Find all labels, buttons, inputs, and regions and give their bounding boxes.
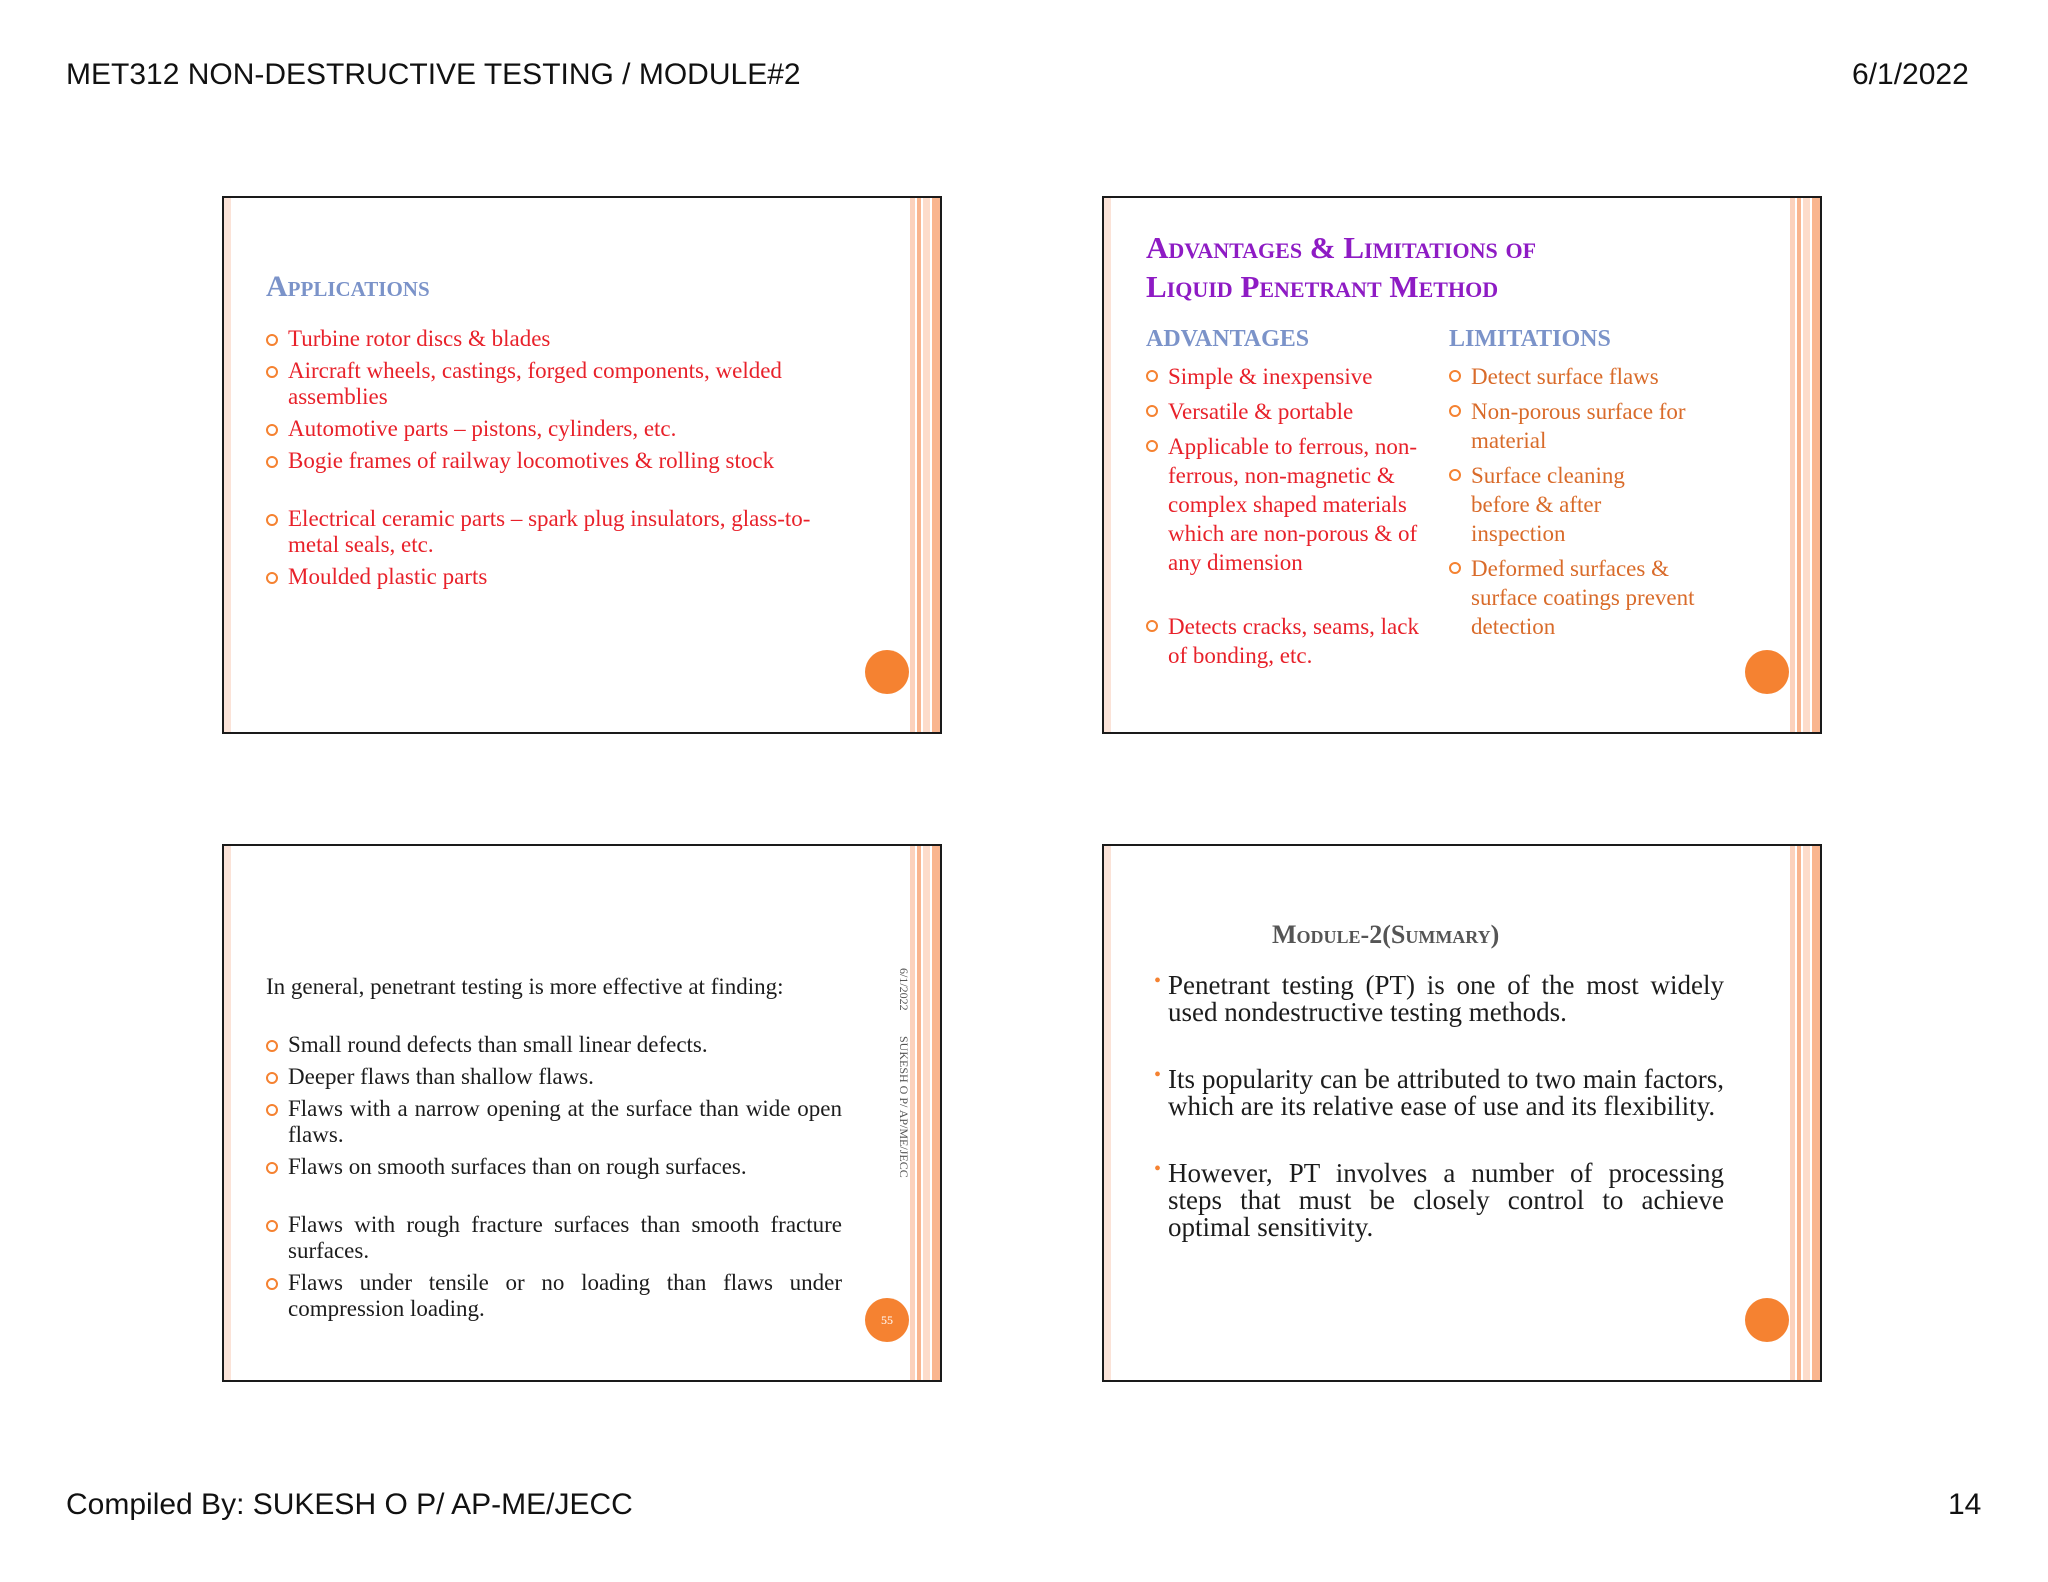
bullet-ring-icon [266,1162,278,1174]
slide-left-stripe [1104,846,1111,1380]
slide-left-stripe [1104,198,1111,732]
bullet-ring-icon [1449,370,1461,382]
list-item: Flaws with a narrow opening at the surface than wide open flaws. [288,1096,842,1148]
advantage-item: Simple & inexpensive [1168,362,1428,391]
bullet-ring-icon [1146,405,1158,417]
summary-item: • Penetrant testing (PT) is one of the most widely used nondestructive testing methods. [1154,970,1724,1027]
limitation-item: Non-porous surface for material [1471,397,1701,455]
bullet-ring-icon [1449,469,1461,481]
bullet-dot-icon: • [1154,1064,1162,1086]
bullet-ring-icon [266,1278,278,1290]
bullet-ring-icon [266,1104,278,1116]
bullet-dot-icon: • [1154,970,1162,992]
summary-item: • However, PT involves a number of processing steps that must be closely control to achieve optimal sensitivity. [1154,1158,1724,1242]
document-title: MET312 NON-DESTRUCTIVE TESTING / MODULE#2 [66,58,801,91]
list-item: Automotive parts – pistons, cylinders, etc. [288,416,848,442]
limitations-heading: LIMITATIONS [1449,326,1611,352]
slide-number-circle [1745,650,1789,694]
list-item: Turbine rotor discs & blades [288,326,848,352]
slide-right-stripes [910,846,940,1380]
bullet-ring-icon [266,514,278,526]
slide-left-stripe [224,846,231,1380]
bullet-dot-icon: • [1154,1158,1162,1180]
bullet-ring-icon [266,1040,278,1052]
advantage-item: Versatile & portable [1168,397,1428,426]
bullet-ring-icon [1449,562,1461,574]
advantages-heading: ADVANTAGES [1146,326,1310,352]
list-item: Electrical ceramic parts – spark plug insulators, glass-to-metal seals, etc. [288,506,848,558]
list-item: Small round defects than small linear defects. [288,1032,842,1058]
slide-right-stripes [1790,846,1820,1380]
advantage-item: Detects cracks, seams, lack of bonding, etc. [1168,612,1428,670]
bullet-ring-icon [1449,405,1461,417]
document-date: 6/1/2022 [1852,58,1969,91]
slide-number-circle: 55 [865,1298,909,1342]
slide-applications [222,196,942,734]
slide-advantages-limitations [1102,196,1822,734]
list-item: Flaws with rough fracture surfaces than smooth fracture surfaces. [288,1212,842,1264]
bullet-ring-icon [266,572,278,584]
bullet-ring-icon [1146,370,1158,382]
limitation-item: Surface cleaning before & after inspection [1471,461,1671,548]
bullet-ring-icon [266,1220,278,1232]
slide-title-line1: Advantages & Limitations of [1146,230,1537,265]
summary-item: • Its popularity can be attributed to two main factors, which are its relative ease of use and its flexibility. [1154,1064,1724,1121]
slide-module-summary [1102,844,1822,1382]
slide-title: Applications [266,270,430,303]
side-date: 6/1/2022 [897,968,911,1011]
list-item: Bogie frames of railway locomotives & rolling stock [288,448,848,474]
page-number: 14 [1948,1488,1982,1521]
slide-left-stripe [224,198,231,732]
slide-right-stripes [1790,198,1820,732]
bullet-ring-icon [266,456,278,468]
side-author: SUKESH O P/ AP/ME/JECC [897,1036,911,1178]
bullet-ring-icon [266,366,278,378]
limitation-item: Detect surface flaws [1471,362,1711,391]
bullet-ring-icon [266,334,278,346]
slide-number-circle [1745,1298,1789,1342]
compiled-by: Compiled By: SUKESH O P/ AP-ME/JECC [66,1488,633,1521]
slide-pt-effectiveness [222,844,942,1382]
bullet-ring-icon [1146,620,1158,632]
list-item: Deeper flaws than shallow flaws. [288,1064,842,1090]
slide-title: Module-2(Summary) [1272,920,1500,949]
bullet-ring-icon [1146,440,1158,452]
slide-right-stripes [910,198,940,732]
list-item: Moulded plastic parts [288,564,848,590]
bullet-ring-icon [266,1072,278,1084]
bullet-ring-icon [266,424,278,436]
advantage-item: Applicable to ferrous, non-ferrous, non-magnetic & complex shaped materials which are non-porous & of any dimension [1168,432,1418,577]
slide-title-line2: Liquid Penetrant Method [1146,269,1499,304]
slide-number-circle [865,650,909,694]
list-item: Flaws under tensile or no loading than flaws under compression loading. [288,1270,842,1322]
intro-text: In general, penetrant testing is more effective at finding: [266,974,784,999]
list-item: Aircraft wheels, castings, forged components, welded assemblies [288,358,848,410]
limitation-item: Deformed surfaces & surface coatings prevent detection [1471,554,1721,641]
list-item: Flaws on smooth surfaces than on rough surfaces. [288,1154,842,1180]
